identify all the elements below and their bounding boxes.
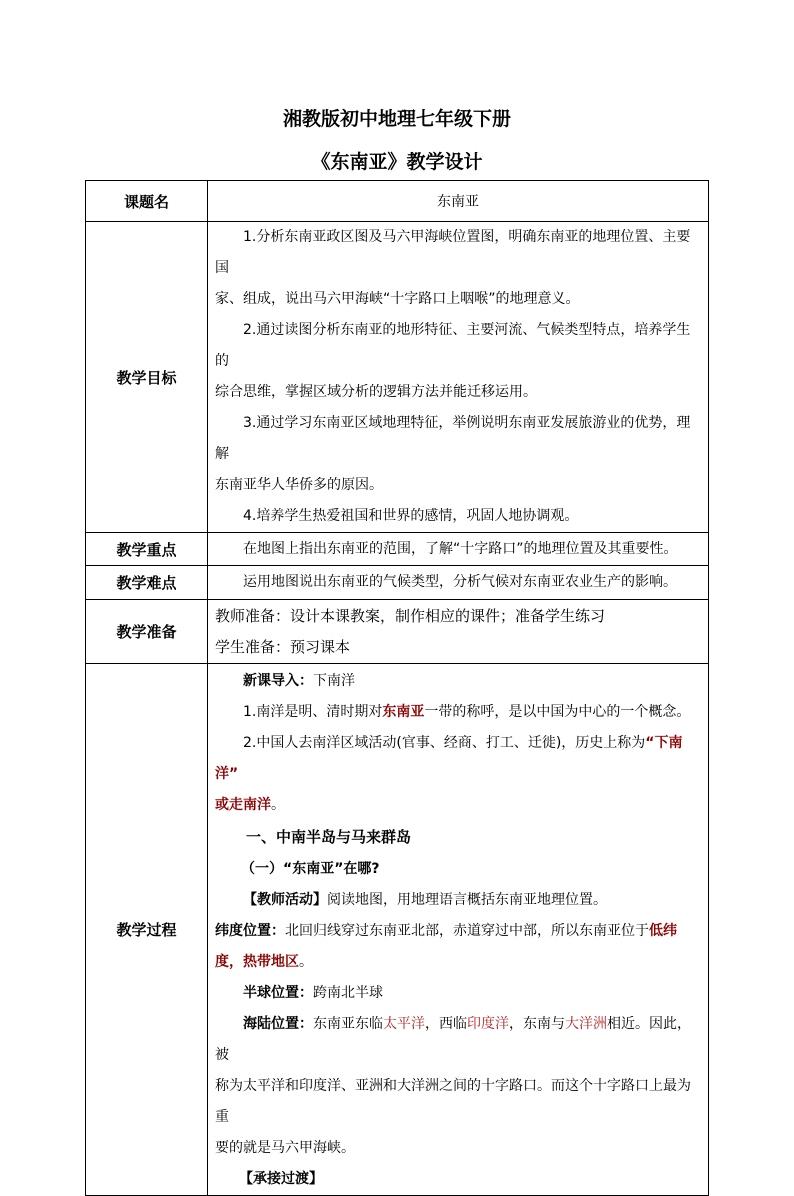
goal-line: 4.培养学生热爱祖国和世界的感情，巩固人地协调观。 xyxy=(243,508,579,524)
text-span: 。 xyxy=(271,797,285,813)
lesson-plan-table xyxy=(85,180,709,1196)
prep-label: 教学准备 xyxy=(86,600,208,664)
nanyang-line-3 xyxy=(215,790,702,821)
text-span: 一带的称呼，是以中国为中心的一个概念。 xyxy=(424,704,691,720)
sea-land-line-2: 称为太平洋和印度洋、亚洲和大洋洲之间的十字路口。而这个十字路口上最为重 xyxy=(215,1078,691,1125)
highlight-text: 大洋洲 xyxy=(565,1016,607,1032)
difficulty-value: 运用地图说出东南亚的气候类型，分析气候对东南亚农业生产的影响。 xyxy=(243,574,677,590)
key-label: 教学重点 xyxy=(86,533,208,566)
highlight-text: 太平洋 xyxy=(383,1016,425,1032)
text-span: 阅读地图，用地理语言概括东南亚地理位置。 xyxy=(327,892,607,908)
table-row xyxy=(86,600,709,664)
highlight-text: 或走南洋 xyxy=(215,797,271,813)
table-row xyxy=(86,181,709,222)
sea-land-line-3: 要的就是马六甲海峡。 xyxy=(215,1140,355,1156)
table-row xyxy=(86,533,709,566)
key-value: 在地图上指出东南亚的范围，了解“十字路口”的地理位置及其重要性。 xyxy=(243,540,678,557)
topic-value: 东南亚 xyxy=(208,181,709,222)
text-span: 1.南洋是明、清时期对 xyxy=(243,704,383,720)
prep-teacher: 教师准备：设计本课教案，制作相应的课件；准备学生练习 xyxy=(215,606,606,625)
process-label: 教学过程 xyxy=(86,664,208,1196)
goal-line: 3.通过学习东南亚区域地理特征，举例说明东南亚发展旅游业的优势，理解 xyxy=(215,415,691,462)
text-span: 。 xyxy=(299,954,313,970)
intro-line xyxy=(215,666,702,697)
text-span: 北回归线穿过东南亚北部，赤道穿过中部，所以东南亚位于 xyxy=(285,923,649,939)
highlight-text: 度，热带地区 xyxy=(215,954,299,970)
goals-content xyxy=(208,222,709,533)
latitude-line xyxy=(215,916,702,947)
text-span: 东南亚东临 xyxy=(313,1016,383,1032)
goal-line: 东南亚华人华侨多的原因。 xyxy=(215,477,383,493)
latitude-head: 纬度位置： xyxy=(215,923,285,939)
sea-land-head: 海陆位置： xyxy=(243,1016,313,1032)
nanyang-line-2 xyxy=(215,728,702,790)
highlight-text: 东南亚 xyxy=(382,704,425,720)
goal-line: 1.分析东南亚政区图及马六甲海峡位置图，明确东南亚的地理位置、主要国 xyxy=(215,229,691,276)
highlight-text: 印度洋 xyxy=(467,1016,509,1032)
hemisphere-head: 半球位置： xyxy=(243,985,313,1001)
section-heading: 一、中南半岛与马来群岛 xyxy=(246,828,412,846)
table-row xyxy=(86,664,709,1196)
subsection-heading: （一）“东南亚”在哪? xyxy=(241,861,380,877)
goal-line: 家、组成，说出马六甲海峡“十字路口上咽喉”的地理意义。 xyxy=(215,291,580,307)
process-content xyxy=(208,664,709,1196)
text-span: ，西临 xyxy=(425,1016,467,1032)
table-row xyxy=(86,566,709,600)
sea-land-line xyxy=(215,1009,702,1071)
text-span: 跨南北半球 xyxy=(313,985,383,1001)
latitude-line-2 xyxy=(215,947,702,978)
document-subtitle: 《东南亚》教学设计 xyxy=(311,151,483,173)
intro-tail: 下南洋 xyxy=(313,673,355,689)
activity-head: 【教师活动】 xyxy=(243,892,327,908)
activity-line xyxy=(215,885,702,916)
topic-label: 课题名 xyxy=(86,181,208,222)
goal-line: 综合思维，掌握区域分析的逻辑方法并能迁移运用。 xyxy=(215,384,537,400)
difficulty-label: 教学难点 xyxy=(86,566,208,600)
table-row xyxy=(86,222,709,533)
goal-line: 2.通过读图分析东南亚的地形特征、主要河流、气候类型特点，培养学生的 xyxy=(215,322,691,369)
transition-heading: 【承接过渡】 xyxy=(239,1171,323,1187)
goals-label: 教学目标 xyxy=(86,222,208,533)
intro-head: 新课导入： xyxy=(243,673,313,689)
hemisphere-line xyxy=(215,978,702,1009)
text-span: 相近。因此，被 xyxy=(215,1016,691,1063)
prep-student: 学生准备：预习课本 xyxy=(215,637,351,656)
highlight-text: 低纬 xyxy=(649,923,677,939)
highlight-text: “下南洋” xyxy=(215,735,683,782)
text-span: 2.中国人去南洋区域活动(官事、经商、打工、迁徙)，历史上称为 xyxy=(243,735,646,751)
nanyang-line-1 xyxy=(215,697,702,728)
document-title: 湘教版初中地理七年级下册 xyxy=(282,108,511,130)
text-span: ，东南与 xyxy=(509,1016,565,1032)
